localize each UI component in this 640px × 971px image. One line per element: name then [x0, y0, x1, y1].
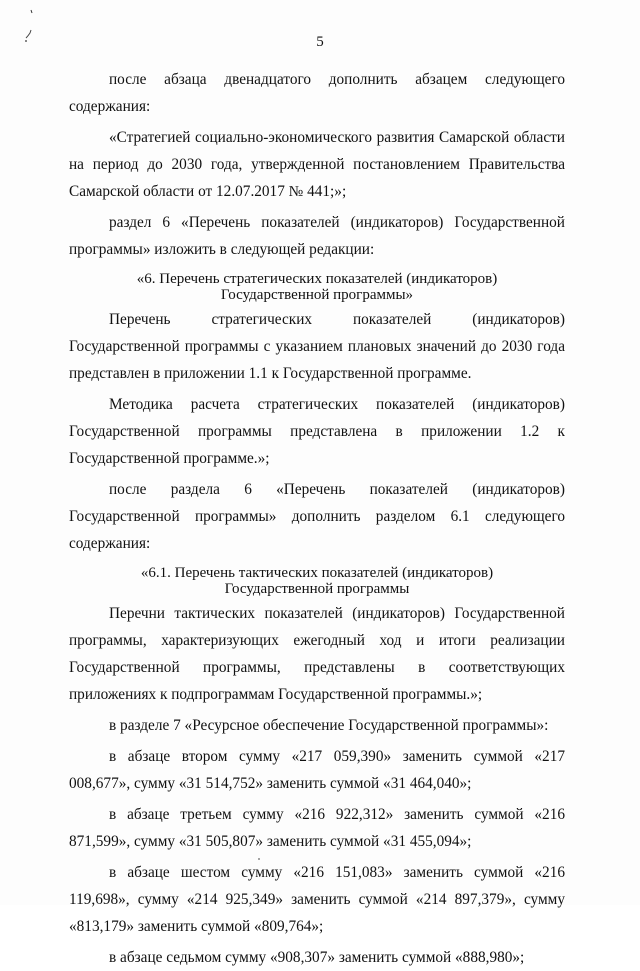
paragraph: после раздела 6 «Перечень показателей (индикаторов) Государственной программы» дополнить разделом 6.1 следующего содержания: [69, 481, 565, 552]
paragraph: после абзаца двенадцатого дополнить абзацем следующего содержания: [69, 71, 565, 115]
section-heading [69, 263, 565, 306]
paragraph: Методика расчета стратегических показателей (индикаторов) Государственной программы представлена в приложении 1.2 к Государственной программе.»; [69, 396, 565, 467]
paragraph: в абзаце третьем сумму «216 922,312» заменить суммой «216 871,599», сумму «31 505,807» заменить суммой «31 455,094»; [69, 806, 565, 850]
section-heading-line: Государственной программы [224, 581, 410, 597]
section-heading-line: «6. Перечень стратегических показателей (индикаторов) [136, 271, 498, 287]
paragraph: Перечни тактических показателей (индикаторов) Государственной программы, характеризующих ежегодный ход и итоги реализации Государственной программы, представлены в соответствующих приложениях к подпрограммам Государственной программы.»; [69, 605, 565, 703]
paragraph: раздел 6 «Перечень показателей (индикаторов) Государственной программы» изложить в следующей редакции: [69, 214, 565, 258]
scan-speck [258, 858, 260, 860]
paragraph: Перечень стратегических показателей (индикаторов) Государственной программы с указанием плановых значений до 2030 года представлен в приложении 1.1 к Государственной программе. [69, 311, 565, 382]
page-number: 5 [316, 34, 324, 50]
document-body [69, 66, 565, 971]
section-heading-line: Государственной программы» [220, 287, 414, 303]
paragraph: в разделе 7 «Ресурсное обеспечение Государственной программы»: [109, 717, 549, 734]
section-heading-line: «6.1. Перечень тактических показателей (индикаторов) [140, 565, 494, 581]
paragraph: «Стратегией социально-экономического развития Самарской области на период до 2030 года, утвержденной постановлением Правительства Самарской области от 12.07.2017 № 441;»; [69, 129, 565, 200]
paragraph: в абзаце втором сумму «217 059,390» заменить суммой «217 008,677», сумму «31 514,752» заменить суммой «31 464,040»; [69, 748, 565, 792]
section-heading [69, 557, 565, 600]
paragraph: в абзаце седьмом сумму «908,307» заменить суммой «888,980»; [109, 949, 525, 966]
paragraph: в абзаце шестом сумму «216 151,083» заменить суммой «216 119,698», сумму «214 925,349» заменить суммой «214 897,379», сумму «813,179» заменить суммой «809,764»; [69, 864, 565, 935]
